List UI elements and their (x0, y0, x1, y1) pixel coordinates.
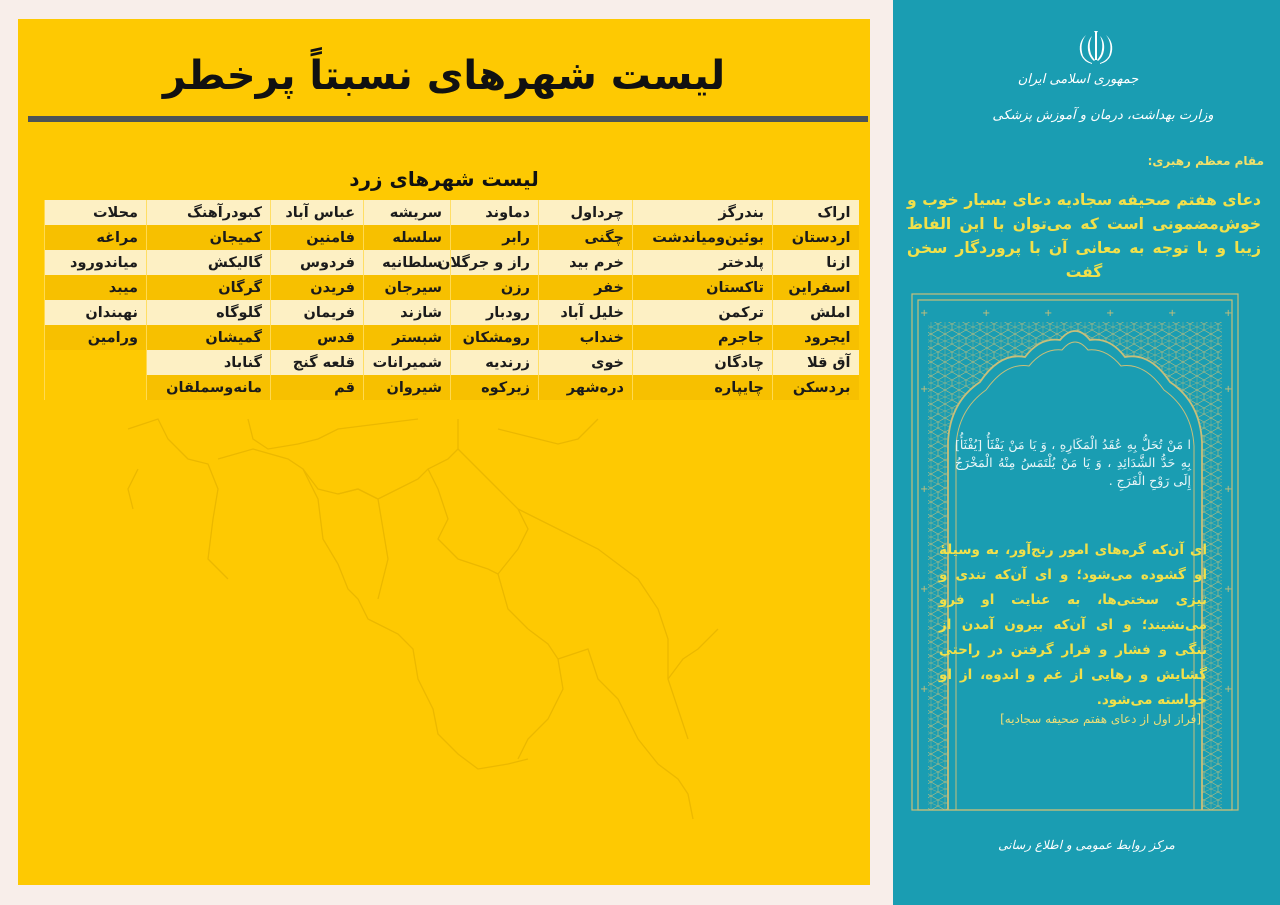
table-row (45, 225, 859, 250)
city-cell: چادگان (633, 350, 773, 375)
city-cell: مراغه (45, 225, 147, 250)
city-cell: قلعه گنج (271, 350, 364, 375)
city-cell: آق قلا (773, 350, 859, 375)
city-cell: میاندورود (45, 250, 147, 275)
table-row (45, 325, 859, 350)
table-row (45, 275, 859, 300)
svg-text:+: + (982, 308, 991, 319)
city-cell: سریشه (364, 200, 451, 225)
svg-text:+: + (920, 308, 929, 319)
iran-map-background (18, 19, 870, 885)
city-cell: محلات (45, 200, 147, 225)
iran-emblem-icon (1076, 30, 1116, 66)
city-cell: شمیرانات (364, 350, 451, 375)
city-cell: زیرکوه (451, 375, 539, 400)
city-cell: رومشکان (451, 325, 539, 350)
arabic-prayer-text: ا مَنْ تُحَلُّ بِهِ عُقَدُ الْمَكَارِهِ ، وَ يَا مَنْ يَفْثَأُ [يُفْثَأُ] بِهِ حَدُّ الشَّدَائِدِ ، وَ يَا مَنْ يُلْتَمَسُ مِنْهُ الْمَخْرَجُ إِلَى رَوْحِ الْفَرَجِ . (955, 437, 1191, 488)
svg-text:+: + (1224, 684, 1233, 695)
city-cell: فامنین (271, 225, 364, 250)
city-cell: فردوس (271, 250, 364, 275)
city-cell: سلطانیه (364, 250, 451, 275)
city-cell: میبد (45, 275, 147, 300)
svg-text:+: + (1168, 308, 1177, 319)
city-cell: دره‌شهر (539, 375, 633, 400)
city-cell: پلدختر (633, 250, 773, 275)
yellow-cities-table (44, 200, 859, 400)
city-cell: گمیشان (147, 325, 271, 350)
ministry-name: وزارت بهداشت، درمان و آموزش پزشکی (992, 108, 1214, 123)
city-cell (45, 350, 147, 375)
city-cell: شیروان (364, 375, 451, 400)
city-cell: نهبندان (45, 300, 147, 325)
persian-translation-text: ای آن‌که گره‌های امور رنج‌آور، به وسیلهٔ او گشوده می‌شود؛ و ای آن‌که تندی و تیزی سختی‌ها، به عنایت او فرو می‌نشیند؛ و ای آن‌که بیرون آمدن از تنگی و فشار و قرار گرفتن در راحتی گشایش و رهایی از غم و اندوه، از او خواسته می‌شود. (939, 542, 1207, 708)
svg-text:+: + (920, 384, 929, 395)
city-cell: خرم بید (539, 250, 633, 275)
city-cell: گناباد (147, 350, 271, 375)
city-cell: فریمان (271, 300, 364, 325)
city-cell: فریدن (271, 275, 364, 300)
prayer-source: [فراز اول از دعای هفتم صحیفه سجادیه] (1000, 712, 1201, 726)
city-cell: گالیکش (147, 250, 271, 275)
city-cell: رودبار (451, 300, 539, 325)
city-cell: بردسکن (773, 375, 859, 400)
ministry-prayer-panel (893, 0, 1280, 905)
city-cell: گرگان (147, 275, 271, 300)
city-cell: راز و جرگلان (451, 250, 539, 275)
city-cell: کبودرآهنگ (147, 200, 271, 225)
city-cell: رزن (451, 275, 539, 300)
city-cell: بوئین‌ومیاندشت (633, 225, 773, 250)
intro-quote: دعای هفتم صحیفه سجادیه دعای بسیار خوب و خوش‌مضمونی است که می‌توان با این الفاظ زیبا و با توجه به معانی آن با پروردگار سخن گفت (907, 191, 1261, 281)
leader-quote-label: مقام معظم رهبری: (1147, 154, 1264, 168)
city-cell: ازنا (773, 250, 859, 275)
city-cell: تاکستان (633, 275, 773, 300)
city-cell: ورامین (45, 325, 147, 350)
city-cell: سیرجان (364, 275, 451, 300)
svg-text:+: + (1224, 384, 1233, 395)
city-cell: زرندیه (451, 350, 539, 375)
city-cell: مانه‌وسملقان (147, 375, 271, 400)
city-cell: چگنی (539, 225, 633, 250)
city-cell: رابر (451, 225, 539, 250)
table-row (45, 375, 859, 400)
city-cell: ترکمن (633, 300, 773, 325)
svg-text:+: + (1044, 308, 1053, 319)
city-cell: ایجرود (773, 325, 859, 350)
city-cell: اردستان (773, 225, 859, 250)
table-row (45, 300, 859, 325)
table-row (45, 250, 859, 275)
svg-text:+: + (920, 484, 929, 495)
city-cell: چرداول (539, 200, 633, 225)
city-cell: خفر (539, 275, 633, 300)
city-cell: خوی (539, 350, 633, 375)
city-cell: عباس آباد (271, 200, 364, 225)
city-cell: شازند (364, 300, 451, 325)
city-cell: خنداب (539, 325, 633, 350)
city-cell: اراک (773, 200, 859, 225)
city-cell: گلوگاه (147, 300, 271, 325)
svg-text:+: + (1106, 308, 1115, 319)
city-cell: بندرگز (633, 200, 773, 225)
city-cell: قم (271, 375, 364, 400)
public-relations-footer: مرکز روابط عمومی و اطلاع رسانی (998, 838, 1175, 852)
table-row (45, 200, 859, 225)
svg-text:+: + (1224, 484, 1233, 495)
city-cell: قدس (271, 325, 364, 350)
city-cell: سلسله (364, 225, 451, 250)
yellow-cities-panel (18, 19, 870, 885)
city-cell: خلیل آباد (539, 300, 633, 325)
city-cell (45, 375, 147, 400)
title-divider (28, 116, 868, 122)
table-row (45, 350, 859, 375)
svg-text:+: + (1224, 584, 1233, 595)
svg-text:+: + (920, 684, 929, 695)
city-cell: دماوند (451, 200, 539, 225)
city-cell: کمیجان (147, 225, 271, 250)
city-cell: املش (773, 300, 859, 325)
government-name: جمهوری اسلامی ایران (1017, 72, 1139, 87)
svg-text:+: + (920, 584, 929, 595)
city-cell: شبستر (364, 325, 451, 350)
page-title: لیست شهرهای نسبتاً پرخطر (162, 53, 726, 99)
yellow-list-heading: لیست شهرهای زرد (349, 167, 539, 191)
city-cell: جاجرم (633, 325, 773, 350)
city-cell: چایپاره (633, 375, 773, 400)
city-cell: اسفراین (773, 275, 859, 300)
svg-text:+: + (1224, 308, 1233, 319)
